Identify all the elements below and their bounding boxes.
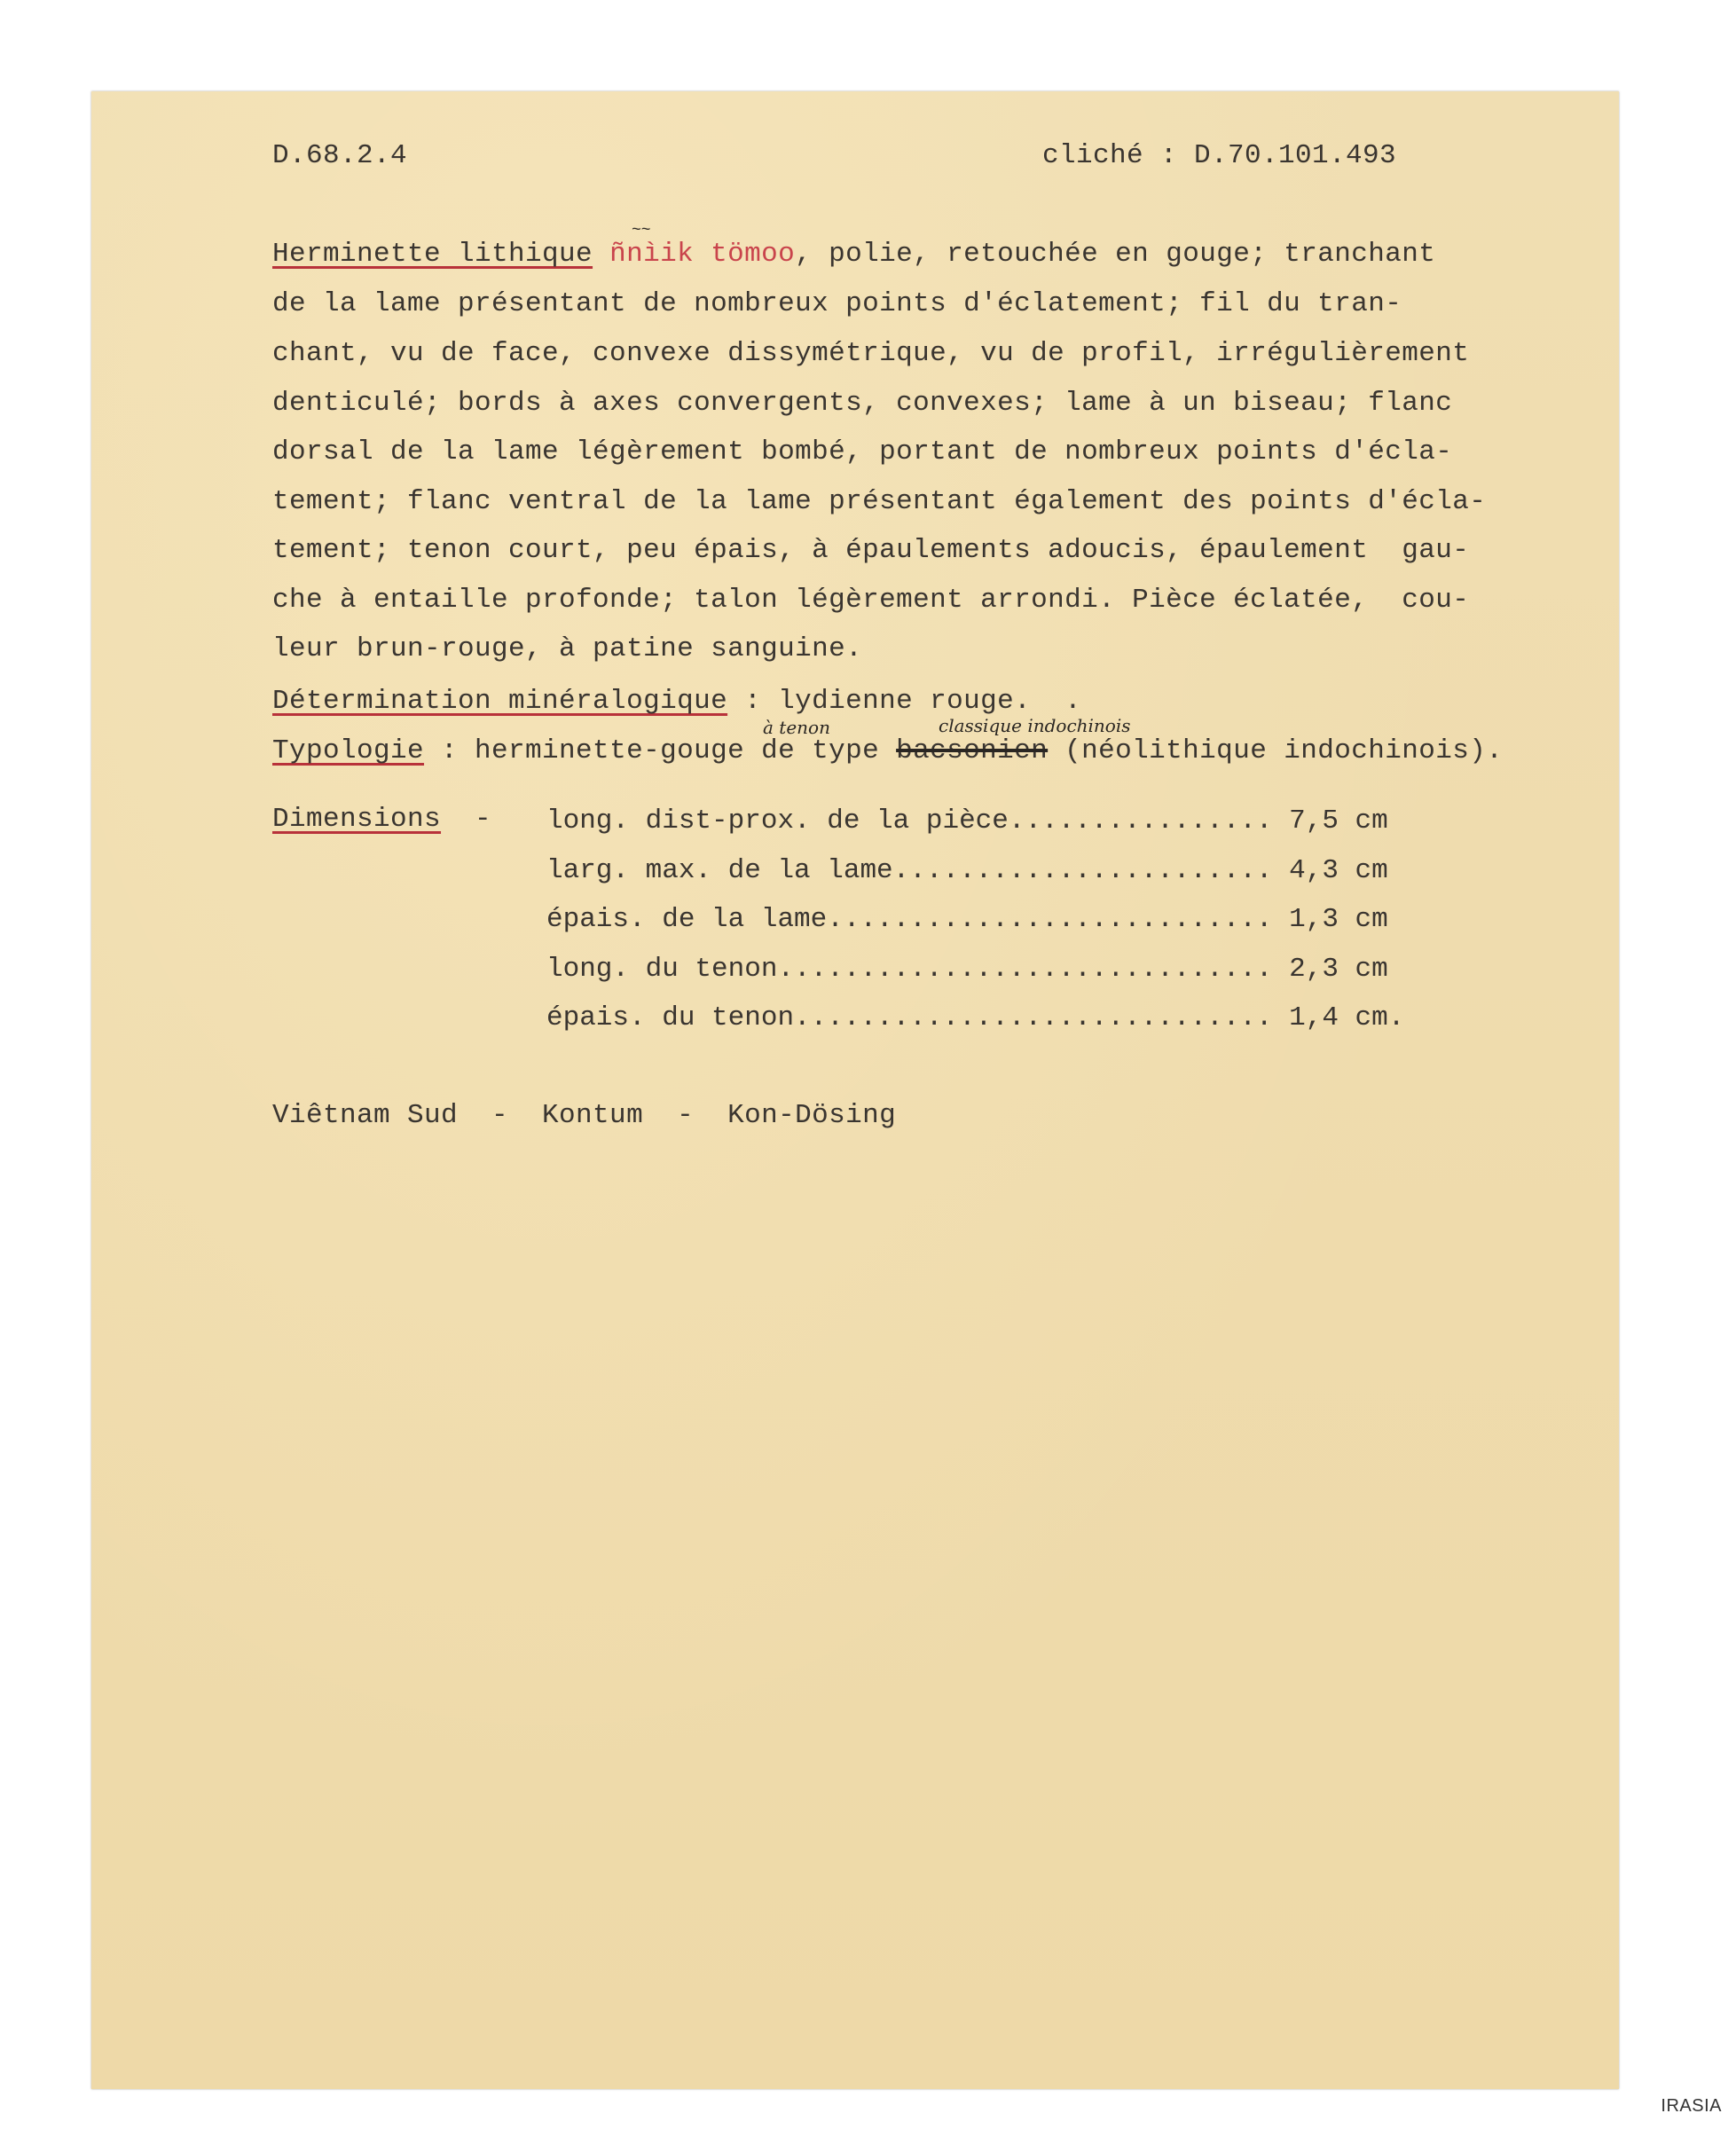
typology-value-end: (néolithique indochinois). — [1048, 735, 1504, 766]
mineral-value: : lydienne rouge. . — [727, 686, 1082, 717]
description-line-3: chant, vu de face, convexe dissymétrique, vu de profil, irrégulièrement — [272, 338, 1470, 369]
vernacular-name: ñnìik tömoo — [609, 239, 796, 270]
dimension-row: long. du tenon.............................. 2,3 cm — [546, 954, 1388, 985]
description-line-8: che à entaille profonde; talon légèrement arrondi. Pièce éclatée, cou- — [272, 585, 1470, 616]
dimension-row: épais. du tenon............................. 1,4 cm. — [546, 1002, 1405, 1033]
typology-value-start: : herminette-gouge de type — [424, 735, 897, 766]
mineral-determination — [272, 687, 1081, 715]
dimensions-dash: - — [441, 804, 492, 835]
struck-term: bacsonien — [896, 735, 1049, 766]
description-line-4: denticulé; bords à axes convergents, convexes; lame à un biseau; flanc — [272, 388, 1453, 419]
mineral-label: Détermination minéralogique — [272, 686, 728, 717]
location: Viêtnam Sud - Kontum - Kon-Dösing — [272, 1100, 897, 1131]
typology-label: Typologie — [272, 735, 425, 766]
irasia-watermark: IRASIA — [1661, 2096, 1722, 2116]
handwritten-note-tenon: à tenon — [763, 717, 830, 738]
dimension-row: épais. de la lame........................... 1,3 cm — [546, 904, 1388, 935]
inventory-number: D.68.2.4 — [272, 140, 408, 171]
description-line-6: tement; flanc ventral de la lame présentant également des points d'écla- — [272, 486, 1487, 517]
typology — [272, 737, 1503, 765]
description-line-2: de la lame présentant de nombreux points d'éclatement; fil du tran- — [272, 288, 1402, 319]
dimensions-heading — [272, 805, 491, 833]
photo-reference: cliché : D.70.101.493 — [1042, 140, 1397, 171]
handwritten-tilde-mark: ~~ — [632, 222, 651, 240]
description-line-7: tement; tenon court, peu épais, à épaulements adoucis, épaulement gau- — [272, 535, 1470, 566]
dimension-row: long. dist-prox. de la pièce................ 7,5 cm — [546, 805, 1388, 837]
description-line-1 — [272, 240, 1692, 268]
description-line-1-rest: , polie, retouchée en gouge; tranchant — [795, 239, 1436, 270]
dimension-row: larg. max. de la lame....................... 4,3 cm — [546, 855, 1388, 886]
dimensions-label: Dimensions — [272, 804, 442, 835]
description-line-9: leur brun-rouge, à patine sanguine. — [272, 633, 863, 664]
description-line-5: dorsal de la lame légèrement bombé, portant de nombreux points d'écla- — [272, 436, 1453, 467]
object-term: Herminette lithique — [272, 239, 593, 270]
handwritten-note-classique: classique indochinois — [939, 715, 1131, 736]
